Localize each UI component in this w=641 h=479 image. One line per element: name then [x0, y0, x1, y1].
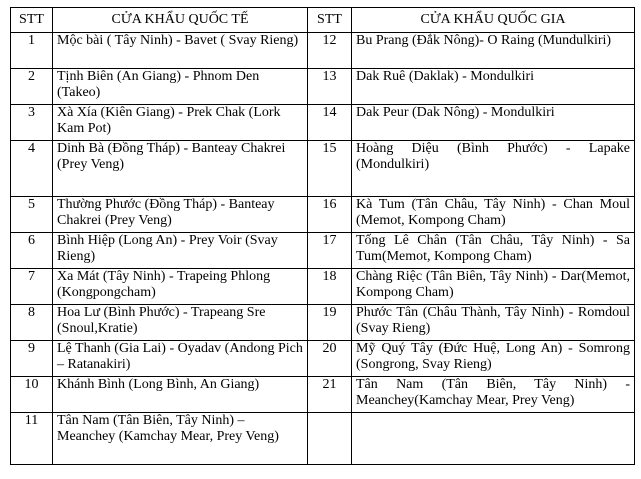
international-stt-cell: 4	[11, 141, 53, 197]
international-gate-cell: Mộc bài ( Tây Ninh) - Bavet ( Svay Rieng)	[53, 33, 308, 69]
national-gate-cell: Chàng Riệc (Tân Biên, Tây Ninh) - Dar(Memot, Kompong Cham)	[352, 269, 635, 305]
national-stt-cell: 17	[308, 233, 352, 269]
national-gate-cell: Kà Tum (Tân Châu, Tây Ninh) - Chan Moul (Memot, Kompong Cham)	[352, 197, 635, 233]
national-stt-cell: 21	[308, 377, 352, 413]
header-stt-national: STT	[308, 8, 352, 33]
table-row	[11, 305, 635, 341]
international-gate-cell: Lệ Thanh (Gia Lai) - Oyadav (Andong Pich – Ratanakiri)	[53, 341, 308, 377]
international-stt-cell: 1	[11, 33, 53, 69]
table-row	[11, 33, 635, 69]
national-stt-cell: 19	[308, 305, 352, 341]
table-row	[11, 341, 635, 377]
international-gate-cell: Khánh Bình (Long Bình, An Giang)	[53, 377, 308, 413]
border-gates-table	[10, 7, 635, 465]
international-stt-cell: 10	[11, 377, 53, 413]
national-stt-cell: 14	[308, 105, 352, 141]
international-gate-cell: Bình Hiệp (Long An) - Prey Voir (Svay Rieng)	[53, 233, 308, 269]
international-gate-cell: Hoa Lư (Bình Phước) - Trapeang Sre (Snoul,Kratie)	[53, 305, 308, 341]
header-national-gates: CỬA KHẨU QUỐC GIA	[352, 8, 635, 33]
international-gate-cell: Xa Mát (Tây Ninh) - Trapeing Phlong (Kongpongcham)	[53, 269, 308, 305]
national-stt-cell: 12	[308, 33, 352, 69]
international-gate-cell: Thường Phước (Đồng Tháp) - Banteay Chakrei (Prey Veng)	[53, 197, 308, 233]
national-gate-cell: Bu Prang (Đắk Nông)- O Raing (Mundulkiri)	[352, 33, 635, 69]
international-stt-cell: 9	[11, 341, 53, 377]
header-row	[11, 8, 635, 33]
national-gate-cell: Dak Peur (Dak Nông) - Mondulkiri	[352, 105, 635, 141]
national-gate-cell: Hoàng Diệu (Bình Phước) - Lapake (Mondulkiri)	[352, 141, 635, 197]
header-international-gates: CỬA KHẨU QUỐC TẾ	[53, 8, 308, 33]
header-stt-international: STT	[11, 8, 53, 33]
table-row	[11, 141, 635, 197]
table-row	[11, 233, 635, 269]
table-row	[11, 413, 635, 465]
national-gate-cell	[352, 413, 635, 465]
national-gate-cell: Tống Lê Chân (Tân Châu, Tây Ninh) - Sa Tum(Memot, Kompong Cham)	[352, 233, 635, 269]
international-gate-cell: Tân Nam (Tân Biên, Tây Ninh) – Meanchey (Kamchay Mear, Prey Veng)	[53, 413, 308, 465]
national-gate-cell: Dak Ruê (Daklak) - Mondulkiri	[352, 69, 635, 105]
national-stt-cell	[308, 413, 352, 465]
international-stt-cell: 11	[11, 413, 53, 465]
national-gate-cell: Tân Nam (Tân Biên, Tây Ninh) - Meanchey(Kamchay Mear, Prey Veng)	[352, 377, 635, 413]
table-row	[11, 269, 635, 305]
international-gate-cell: Tịnh Biên (An Giang) - Phnom Den (Takeo)	[53, 69, 308, 105]
international-stt-cell: 3	[11, 105, 53, 141]
international-stt-cell: 5	[11, 197, 53, 233]
national-gate-cell: Phước Tân (Châu Thành, Tây Ninh) - Romdoul (Svay Rieng)	[352, 305, 635, 341]
table-row	[11, 105, 635, 141]
international-stt-cell: 8	[11, 305, 53, 341]
national-stt-cell: 16	[308, 197, 352, 233]
international-stt-cell: 2	[11, 69, 53, 105]
table-row	[11, 197, 635, 233]
international-stt-cell: 7	[11, 269, 53, 305]
table-row	[11, 69, 635, 105]
national-stt-cell: 18	[308, 269, 352, 305]
national-stt-cell: 20	[308, 341, 352, 377]
national-stt-cell: 13	[308, 69, 352, 105]
table-body	[11, 33, 635, 465]
international-stt-cell: 6	[11, 233, 53, 269]
table-row	[11, 377, 635, 413]
international-gate-cell: Xà Xía (Kiên Giang) - Prek Chak (Lork Kam Pot)	[53, 105, 308, 141]
national-gate-cell: Mỹ Quý Tây (Đức Huệ, Long An) - Somrong (Songrong, Svay Rieng)	[352, 341, 635, 377]
national-stt-cell: 15	[308, 141, 352, 197]
international-gate-cell: Dinh Bà (Đồng Tháp) - Banteay Chakrei (Prey Veng)	[53, 141, 308, 197]
